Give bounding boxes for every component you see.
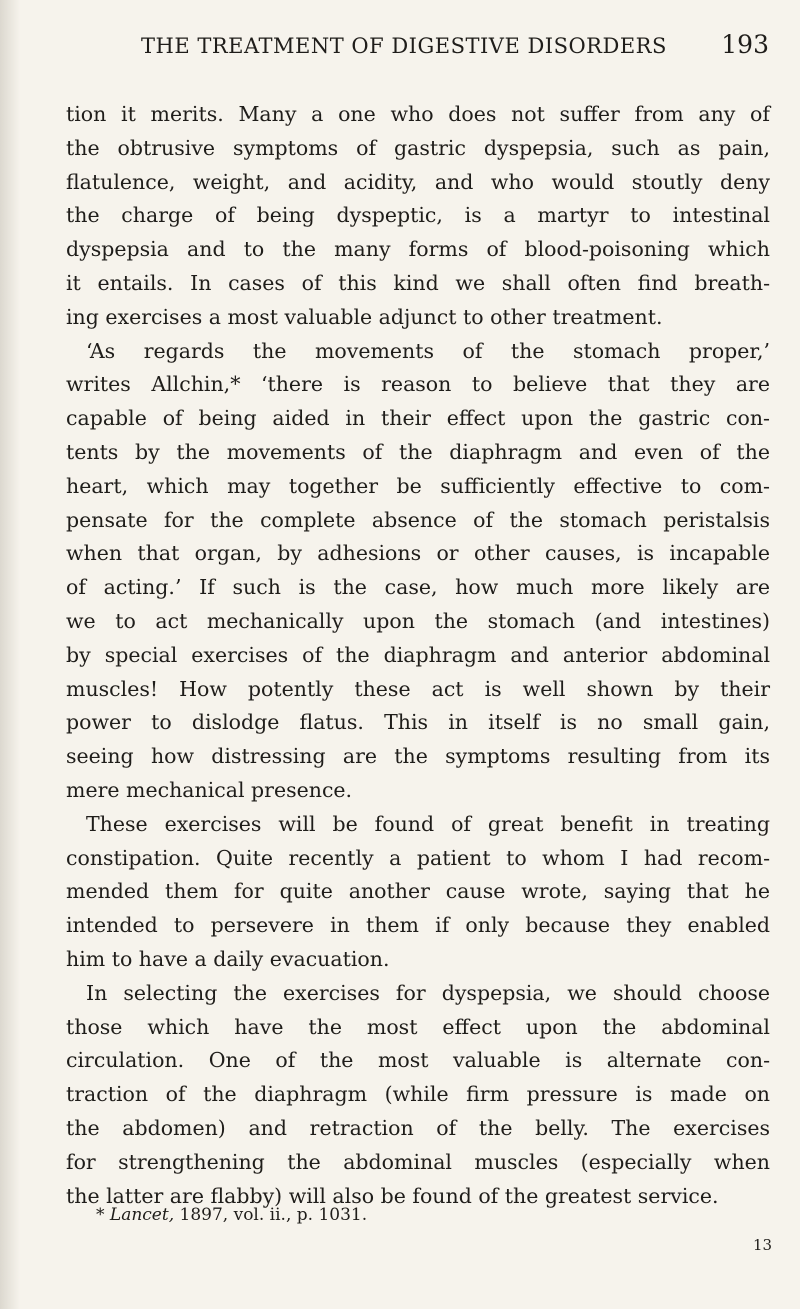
page-header [141,26,769,66]
text-line: the charge of being dyspeptic, is a martyr to intestinal [66,203,770,228]
text-line: In selecting the exercises for dyspepsia, we should choose [86,980,770,1005]
footnote-marker: * [96,1205,105,1225]
text-line: circulation. One of the most valuable is alternate con- [66,1048,770,1073]
body-text [66,98,770,1213]
text-line: it entails. In cases of this kind we shall often find breath- [66,270,770,295]
text-line: traction of the diaphragm (while firm pressure is made on [66,1082,770,1107]
text-line: the latter are flabby) will also be found of the greatest service. [66,1183,719,1208]
text-line: ‘As regards the movements of the stomach proper,’ [86,338,770,363]
text-line: capable of being aided in their effect upon the gastric con- [66,406,770,431]
text-line: seeing how distressing are the symptoms resulting from its [66,744,770,769]
text-line: These exercises will be found of great benefit in treating [86,811,770,836]
text-line: mended them for quite another cause wrote, saying that he [66,879,770,904]
text-line: the abdomen) and retraction of the belly. The exercises [66,1115,770,1140]
text-line: power to dislodge flatus. This in itself is no small gain, [66,710,770,735]
text-line: writes Allchin,* ‘there is reason to believe that they are [66,372,770,397]
text-line: we to act mechanically upon the stomach (and intestines) [66,608,770,633]
page-number: 193 [721,30,769,59]
text-line: when that organ, by adhesions or other causes, is incapable [66,541,770,566]
text-line: those which have the most effect upon the abdominal [66,1014,770,1039]
text-line: mere mechanical presence. [66,777,353,802]
text-line: constipation. Quite recently a patient to whom I had recom- [66,845,770,870]
text-line: flatulence, weight, and acidity, and who would stoutly deny [66,169,770,194]
text-line: heart, which may together be sufficiently effective to com- [66,473,770,498]
text-line: the obtrusive symptoms of gastric dyspepsia, such as pain, [66,135,770,160]
running-head: THE TREATMENT OF DIGESTIVE DISORDERS [141,34,667,58]
signature-mark: 13 [753,1236,773,1254]
footnote-citation: 1897, vol. ii., p. 1031. [179,1205,368,1225]
text-line: dyspepsia and to the many forms of blood-poisoning which [66,237,770,262]
text-line: of acting.’ If such is the case, how much more likely are [66,575,770,600]
text-line: pensate for the complete absence of the stomach peristalsis [66,507,770,532]
text-line: by special exercises of the diaphragm and anterior abdominal [66,642,770,667]
footnote [96,1205,367,1225]
text-line: muscles! How potently these act is well shown by their [66,676,770,701]
text-line: him to have a daily evacuation. [66,946,390,971]
page-edge-shadow [0,0,20,1309]
text-line: tents by the movements of the diaphragm and even of the [66,439,770,464]
text-line: for strengthening the abdominal muscles (especially when [66,1149,770,1174]
text-line: intended to persevere in them if only because they enabled [66,913,770,938]
text-line: ing exercises a most valuable adjunct to other treatment. [66,304,663,329]
text-line: tion it merits. Many a one who does not suffer from any of [66,102,770,126]
footnote-source: Lancet, [109,1205,175,1225]
